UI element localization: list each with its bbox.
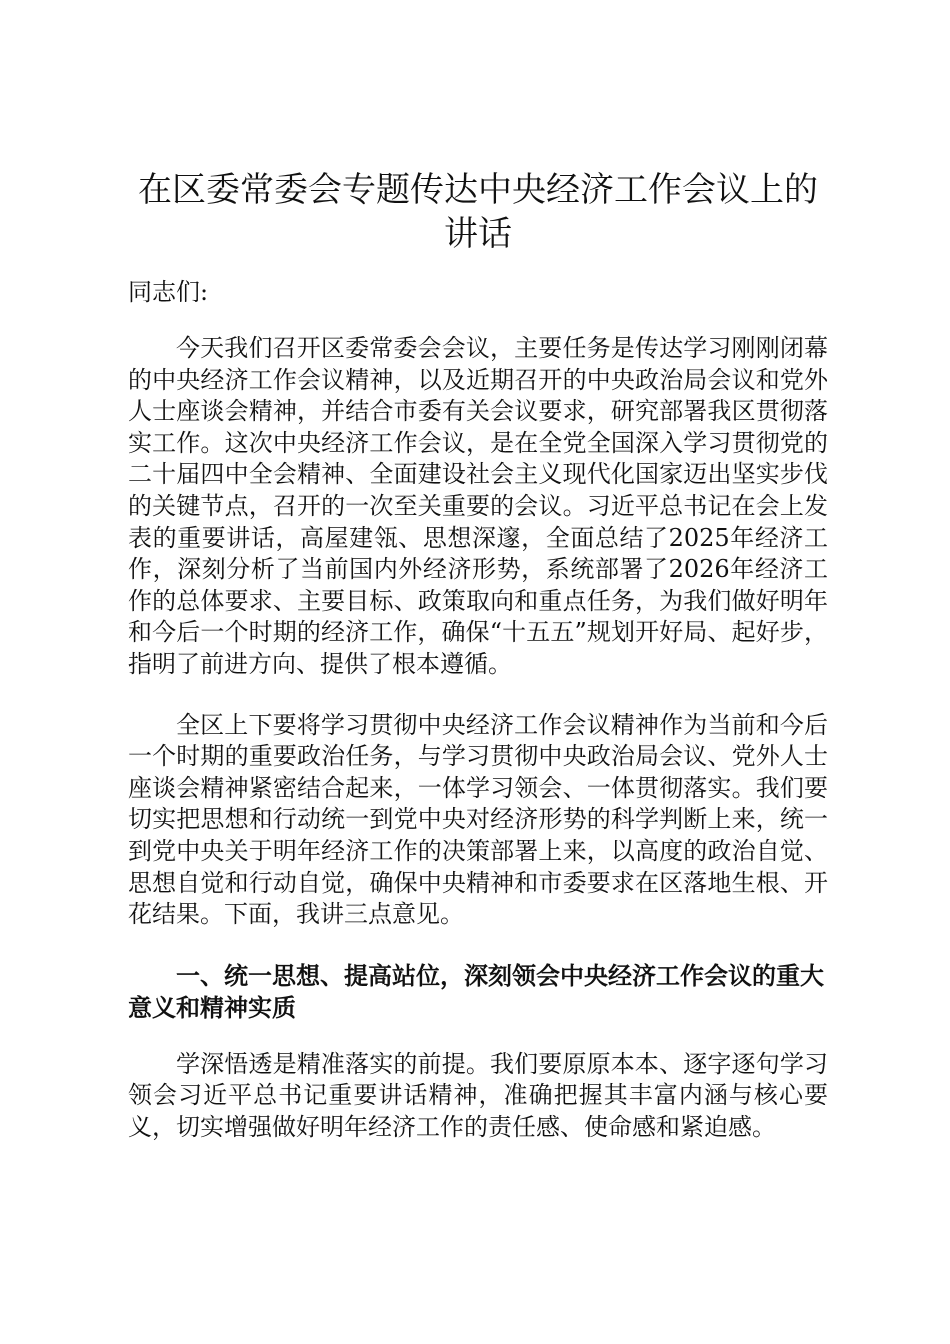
document-page: [128, 168, 828, 1172]
paragraph-intro: 今天我们召开区委常委会会议，主要任务是传达学习刚刚闭幕的中央经济工作会议精神，以及近期召开的中央政治局会议和党外人士座谈会精神，并结合市委有关会议要求，研究部署我区贯彻落实工作。这次中央经济工作会议，是在全党全国深入学习贯彻党的二十届四中全会精神、全面建设社会主义现代化国家迈出坚实步伐的关键节点，召开的一次至关重要的会议。习近平总书记在会上发表的重要讲话，高屋建瓴、思想深邃，全面总结了2025年经济工作，深刻分析了当前国内外经济形势，系统部署了2026年经济工作的总体要求、主要目标、政策取向和重点任务，为我们做好明年和今后一个时期的经济工作，确保“十五五”规划开好局、起好步，指明了前进方向、提供了根本遵循。: [128, 334, 828, 678]
section-heading-1: 一、统一思想、提高站位，深刻领会中央经济工作会议的重大意义和精神实质: [128, 961, 824, 1022]
document-title: 在区委常委会专题传达中央经济工作会议上的讲话: [138, 170, 818, 254]
paragraph-requirements: 全区上下要将学习贯彻中央经济工作会议精神作为当前和今后一个时期的重要政治任务，与学习贯彻中央政治局会议、党外人士座谈会精神紧密结合起来，一体学习领会、一体贯彻落实。我们要切实把思想和行动统一到党中央对经济形势的科学判断上来，统一到党中央关于明年经济工作的决策部署上来，以高度的政治自觉、思想自觉和行动自觉，确保中央精神和市委要求在区落地生根、开花结果。下面，我讲三点意见。: [128, 710, 828, 929]
section-1-paragraph: 学深悟透是精准落实的前提。我们要原原本本、逐字逐句学习领会习近平总书记重要讲话精神，准确把握其丰富内涵与核心要义，切实增强做好明年经济工作的责任感、使命感和紧迫感。: [128, 1049, 828, 1141]
salutation: 同志们:: [128, 278, 209, 306]
